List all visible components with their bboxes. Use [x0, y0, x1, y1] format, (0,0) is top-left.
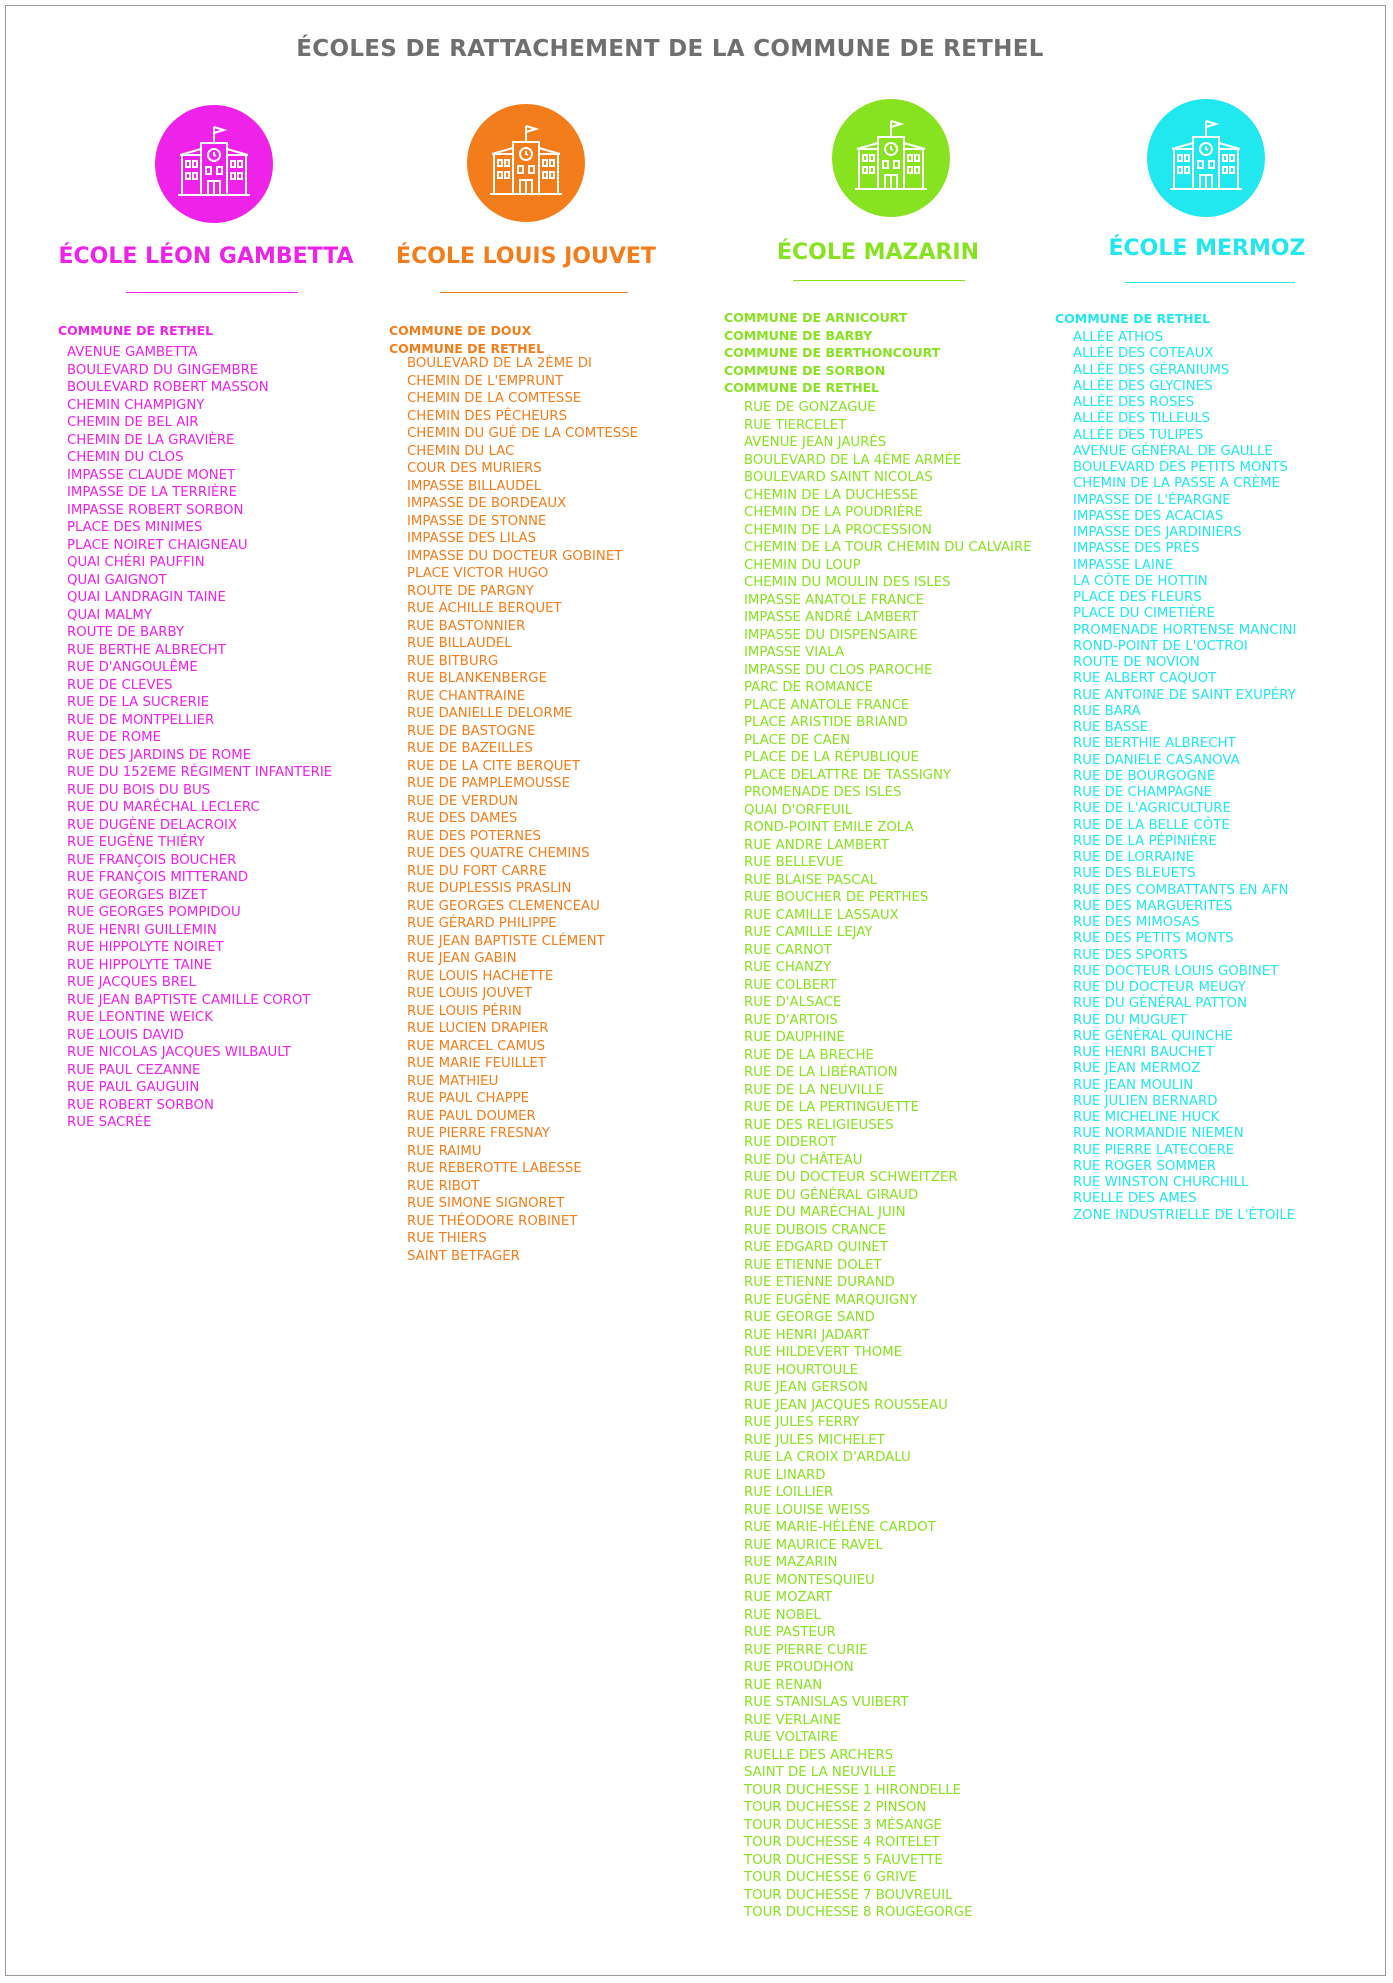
street-item: PLACE DE CAEN: [744, 732, 851, 748]
street-item: CHEMIN DE LA PASSE A CRÈME: [1073, 476, 1281, 492]
street-item: CHEMIN DE LA TOUR CHEMIN DU CALVAIRE: [744, 540, 1032, 555]
street-item: RUE JULIEN BERNARD: [1073, 1093, 1218, 1109]
street-item: AVENUE GÉNÉRAL DE GAULLE: [1073, 443, 1273, 459]
street-item: RUE GEORGE SAND: [744, 1310, 875, 1325]
street-item: RUE DANIELE CASANOVA: [1073, 752, 1240, 768]
street-item: RUE GEORGES CLEMENCEAU: [407, 898, 600, 914]
street-item: RUE REBEROTTE LABESSE: [407, 1161, 582, 1176]
street-item: RUE JULES FERRY: [744, 1415, 860, 1430]
street-item: RUE VERLAINE: [744, 1712, 842, 1728]
street-item: RUE ACHILLE BERQUET: [407, 601, 562, 616]
street-item: RUE TIERCELET: [744, 417, 847, 433]
street-item: RUE DES POTERNES: [407, 828, 541, 844]
street-item: ROUTE DE BARBY: [67, 625, 185, 640]
street-item: RUE GEORGES BIZET: [67, 887, 208, 903]
street-item: RUE JEAN MOULIN: [1073, 1077, 1194, 1093]
title-underline: [440, 292, 628, 293]
street-item: RUE ETIENNE DOLET: [744, 1257, 882, 1273]
school-building-icon: [174, 123, 254, 203]
street-item: RUE LUCIEN DRAPIER: [407, 1021, 549, 1036]
street-item: RUE DU MUGUET: [1073, 1012, 1187, 1028]
street-item: RUE DE CHAMPAGNE: [1073, 785, 1213, 800]
street-item: RUE CARNOT: [744, 942, 832, 958]
street-item: RUE DE GONZAGUE: [744, 400, 876, 415]
street-list: [1073, 330, 1296, 1224]
street-item: PLACE NOIRET CHAIGNEAU: [67, 537, 248, 553]
street-item: RUE HENRI JADART: [744, 1327, 870, 1343]
street-item: RUE PAUL GAUGUIN: [67, 1080, 200, 1095]
school-building-icon: [486, 122, 566, 202]
street-item: RUE PAUL CEZANNE: [67, 1062, 201, 1078]
street-item: IMPASSE DE BORDEAUX: [407, 496, 567, 511]
street-item: ROUTE DE PARGNY: [407, 583, 534, 599]
street-item: ALLÉE DES GLYCINES: [1073, 378, 1213, 394]
street-item: RUE DE BOURGOGNE: [1073, 768, 1216, 784]
street-item: IMPASSE DES PRÈS: [1073, 541, 1200, 557]
street-item: QUAI D'ORFEUIL: [744, 802, 853, 818]
street-item: RUE BILLAUDEL: [407, 636, 512, 651]
street-item: RUE PASTEUR: [744, 1625, 836, 1640]
street-item: RUE ANTOINE DE SAINT EXUPÉRY: [1073, 687, 1296, 703]
street-item: ALLÉE DES TILLEULS: [1073, 411, 1211, 427]
street-item: RUE DES RELIGIEUSES: [744, 1117, 894, 1133]
street-item: RUE DU DOCTEUR SCHWEITZER: [744, 1170, 958, 1185]
street-item: RUE JEAN GERSON: [744, 1380, 868, 1395]
street-item: IMPASSE DE L'ÉPARGNE: [1073, 492, 1231, 508]
street-item: RUE JEAN BAPTISTE CAMILLE COROT: [67, 992, 311, 1008]
street-item: RUE DUPLESSIS PRASLIN: [407, 881, 572, 896]
street-item: RUE DU 152EME RÉGIMENT INFANTERIE: [67, 765, 333, 780]
street-item: RUE PROUDHON: [744, 1660, 854, 1675]
street-item: RUE DE LA NEUVILLE: [744, 1082, 884, 1098]
street-item: RUE HENRI BAUCHET: [1073, 1045, 1215, 1060]
street-item: ALLÉE DES GÉRANIUMS: [1073, 362, 1230, 378]
street-item: RUE LEONTINE WEICK: [67, 1010, 213, 1025]
street-item: RUE DES MARGUERITES: [1073, 898, 1233, 914]
street-item: RUE DE LA BRECHE: [744, 1047, 874, 1063]
street-item: RUE DE LA BELLE CÔTE: [1073, 817, 1230, 833]
street-item: CHEMIN DE L'EMPRUNT: [407, 373, 564, 389]
street-item: RUE DU GÉNÉRAL GIRAUD: [744, 1187, 919, 1203]
street-item: BOULEVARD DES PETITS MONTS: [1073, 460, 1288, 475]
street-item: CHEMIN DU LOUP: [744, 557, 861, 573]
street-item: RUE JEAN JACQUES ROUSSEAU: [744, 1397, 948, 1413]
street-item: TOUR DUCHESSE 4 ROITELET: [744, 1835, 940, 1850]
street-item: RUE LA CROIX D'ARDALU: [744, 1450, 911, 1465]
street-item: IMPASSE LAINE: [1073, 557, 1174, 573]
street-item: RUE BELLEVUE: [744, 855, 844, 870]
street-item: PARC DE ROMANCE: [744, 680, 874, 695]
street-item: RUE DANIELLE DELORME: [407, 706, 573, 721]
title-underline: [126, 292, 298, 293]
street-item: RUE DE LA SUCRERIE: [67, 695, 210, 710]
street-item: IMPASSE VIALA: [744, 645, 845, 660]
street-item: RUE HOURTOULE: [744, 1362, 859, 1378]
school-building-icon: [851, 117, 931, 197]
commune-list: [58, 322, 213, 340]
commune-list: [1055, 310, 1210, 328]
street-item: RUE ANDRE LAMBERT: [744, 837, 889, 853]
street-item: ROND-POINT EMILE ZOLA: [744, 820, 914, 835]
street-item: RUE DES QUATRE CHEMINS: [407, 846, 590, 861]
street-list: [744, 399, 1032, 1922]
title-underline: [793, 280, 965, 281]
street-item: RUE NICOLAS JACQUES WILBAULT: [67, 1045, 291, 1060]
street-item: COUR DES MURIERS: [407, 461, 542, 476]
street-item: CHEMIN DE LA DUCHESSE: [744, 487, 919, 503]
street-item: TOUR DUCHESSE 1 HIRONDELLE: [744, 1782, 962, 1798]
street-item: RUE DUBOIS CRANCE: [744, 1222, 887, 1238]
street-item: RUE VOLTAIRE: [744, 1730, 839, 1745]
street-item: RUE BERTHIE ALBRECHT: [1073, 736, 1236, 752]
street-item: RUE DU FORT CARRE: [407, 863, 547, 879]
street-item: RUE GÉRARD PHILIPPE: [407, 916, 557, 931]
street-item: RUE STANISLAS VUIBERT: [744, 1695, 909, 1710]
street-item: TOUR DUCHESSE 2 PINSON: [744, 1800, 927, 1815]
street-item: RUE DU CHÂTEAU: [744, 1152, 863, 1168]
street-item: RUE BASTONNIER: [407, 618, 526, 634]
street-item: IMPASSE ROBERT SORBON: [67, 502, 244, 518]
street-item: RUE DES SPORTS: [1073, 947, 1188, 963]
street-item: RUE DE LA CITE BERQUET: [407, 758, 580, 774]
school-icon-circle: [155, 105, 273, 223]
street-item: RUE DUGÈNE DELACROIX: [67, 817, 238, 833]
street-item: RUE FRANÇOIS BOUCHER: [67, 852, 237, 868]
street-item: RUE MONTESQUIEU: [744, 1572, 875, 1588]
street-item: TOUR DUCHESSE 7 BOUVREUIL: [744, 1887, 953, 1903]
street-item: QUAI MALMY: [67, 607, 153, 623]
street-item: SAINT DE LA NEUVILLE: [744, 1765, 897, 1780]
street-item: PLACE DES FLEURS: [1073, 590, 1202, 605]
street-item: RUE RAIMU: [407, 1143, 482, 1159]
commune-list: [389, 322, 544, 357]
street-item: ZONE INDUSTRIELLE DE L'ÉTOILE: [1073, 1207, 1296, 1223]
street-list: [67, 344, 332, 1132]
street-item: LA CÔTE DE HOTTIN: [1073, 573, 1208, 589]
street-item: RUE LOUIS PÉRIN: [407, 1003, 522, 1019]
street-item: CHEMIN DU LAC: [407, 443, 515, 459]
school-icon-circle: [1147, 99, 1265, 217]
street-item: RUE DE BASTOGNE: [407, 723, 536, 739]
street-item: RUE DES PETITS MONTS: [1073, 931, 1234, 947]
street-item: RUE LOUIS HACHETTE: [407, 968, 554, 984]
street-list: [407, 355, 638, 1265]
street-item: IMPASSE DU DISPENSAIRE: [744, 627, 918, 643]
street-item: RUE PIERRE CURIE: [744, 1642, 868, 1658]
street-item: RUE JEAN GABIN: [407, 951, 517, 966]
street-item: IMPASSE ANDRÉ LAMBERT: [744, 610, 919, 625]
street-item: ROUTE DE NOVION: [1073, 655, 1200, 670]
street-item: PLACE DE LA RÉPUBLIQUE: [744, 750, 919, 765]
street-item: RUE DE LORRAINE: [1073, 850, 1195, 865]
street-item: RUE ETIENNE DURAND: [744, 1275, 895, 1290]
street-item: RUE BARA: [1073, 703, 1141, 719]
street-item: RUE SIMONE SIGNORET: [407, 1196, 565, 1211]
street-item: PROMENADE HORTENSE MANCINI: [1073, 622, 1297, 638]
street-item: ALLÉE DES TULIPES: [1073, 427, 1204, 443]
street-item: CHEMIN DE LA PROCESSION: [744, 522, 932, 538]
street-item: RUE LOILLIER: [744, 1485, 834, 1500]
street-item: RUE DE LA PERTINGUETTE: [744, 1100, 920, 1115]
street-item: RUE D'ARTOIS: [744, 1012, 838, 1028]
street-item: CHEMIN DE BEL AIR: [67, 415, 199, 430]
street-item: RUE MARIE-HÉLÈNE CARDOT: [744, 1520, 936, 1535]
school-name: ÉCOLE LÉON GAMBETTA: [58, 244, 354, 269]
street-item: ALLÉE DES ROSES: [1073, 395, 1195, 410]
street-item: RUE LOUISE WEISS: [744, 1502, 871, 1518]
street-item: RUE ROGER SOMMER: [1073, 1158, 1216, 1174]
street-item: IMPASSE DE LA TERRIÈRE: [67, 485, 238, 500]
commune-item: COMMUNE DE DOUX: [389, 323, 532, 338]
street-item: RUE DU BOIS DU BUS: [67, 782, 211, 798]
street-item: RUE JEAN BAPTISTE CLÉMENT: [407, 933, 605, 949]
street-item: RUE DE LA PÉPINIÈRE: [1073, 833, 1217, 849]
street-item: CHEMIN DU MOULIN DES ISLES: [744, 575, 951, 590]
street-item: PLACE ARISTIDE BRIAND: [744, 715, 908, 730]
street-item: BOULEVARD DE LA 4ÈME ARMÉE: [744, 452, 962, 468]
street-item: RUE THÉODORE ROBINET: [407, 1213, 578, 1229]
street-item: TOUR DUCHESSE 8 ROUGEGORGE: [744, 1905, 973, 1920]
street-item: RUE DES COMBATTANTS EN AFN: [1073, 882, 1289, 898]
street-item: RUE GEORGES POMPIDOU: [67, 905, 241, 920]
street-item: IMPASSE BILLAUDEL: [407, 478, 542, 494]
street-item: RUE MARIE FEUILLET: [407, 1056, 547, 1071]
street-item: RUE CHANZY: [744, 960, 832, 975]
street-item: RUE PIERRE FRESNAY: [407, 1126, 550, 1141]
commune-item: COMMUNE DE SORBON: [724, 362, 886, 378]
street-item: RUE ALBERT CAQUOT: [1073, 671, 1217, 687]
street-item: RUE BLANKENBERGE: [407, 671, 548, 686]
street-item: IMPASSE DES JARDINIERS: [1073, 525, 1242, 540]
street-item: BOULEVARD DU GINGEMBRE: [67, 362, 259, 378]
street-item: RUE PAUL CHAPPE: [407, 1091, 530, 1106]
street-item: RUE NORMANDIE NIEMEN: [1073, 1126, 1244, 1142]
commune-item: COMMUNE DE RETHEL: [1055, 311, 1211, 326]
street-item: PLACE ANATOLE FRANCE: [744, 697, 910, 713]
street-item: CHEMIN DE LA COMTESSE: [407, 391, 582, 406]
street-item: QUAI LANDRAGIN TAINE: [67, 590, 226, 605]
street-item: RUE MOZART: [744, 1590, 833, 1605]
street-item: RUE DAUPHINE: [744, 1030, 845, 1045]
street-item: RUE ROBERT SORBON: [67, 1097, 214, 1113]
street-item: RUELLE DES AMES: [1073, 1191, 1197, 1207]
street-item: RUE DOCTEUR LOUIS GOBINET: [1073, 963, 1279, 979]
street-item: RUE DE L'AGRICULTURE: [1073, 801, 1231, 817]
school-name: ÉCOLE MAZARIN: [776, 240, 980, 265]
street-item: ROND-POINT DE L'OCTROI: [1073, 638, 1248, 654]
street-item: RUE LINARD: [744, 1467, 826, 1483]
street-item: RUE JULES MICHELET: [744, 1432, 885, 1448]
commune-list: [724, 309, 940, 397]
street-item: RUE BITBURG: [407, 653, 499, 669]
street-item: CHEMIN DU CLOS: [67, 450, 184, 465]
street-item: RUE DU MARÉCHAL JUIN: [744, 1205, 906, 1220]
street-item: RUE RIBOT: [407, 1178, 480, 1194]
street-item: RUE BERTHE ALBRECHT: [67, 642, 226, 658]
street-item: RUE COLBERT: [744, 977, 837, 993]
street-item: RUE RENAN: [744, 1677, 823, 1693]
street-item: ALLÉE DES COTEAUX: [1073, 346, 1214, 362]
street-item: RUE LOUIS DAVID: [67, 1027, 184, 1043]
street-item: RUE JEAN MERMOZ: [1073, 1061, 1201, 1077]
street-item: CHEMIN DE LA POUDRIÈRE: [744, 505, 923, 520]
street-item: ALLÉE ATHOS: [1073, 330, 1164, 345]
street-item: RUE EUGÈNE MARQUIGNY: [744, 1292, 918, 1308]
school-icon-circle: [832, 99, 950, 217]
street-item: RUE DES DAMES: [407, 811, 518, 826]
street-item: RUE BLAISE PASCAL: [744, 872, 878, 888]
street-item: IMPASSE DE STONNE: [407, 513, 547, 529]
street-item: RUELLE DES ARCHERS: [744, 1747, 894, 1763]
street-item: RUE GÉNÉRAL QUINCHE: [1073, 1028, 1233, 1044]
street-item: PROMENADE DES ISLES: [744, 785, 902, 800]
street-item: RUE DIDEROT: [744, 1135, 837, 1150]
title-underline: [1125, 282, 1295, 283]
street-item: IMPASSE DU DOCTEUR GOBINET: [407, 548, 623, 564]
street-item: RUE DES BLEUETS: [1073, 866, 1196, 882]
street-item: IMPASSE ANATOLE FRANCE: [744, 592, 924, 608]
street-item: RUE MICHELINE HUCK: [1073, 1110, 1220, 1125]
street-item: RUE PAUL DOUMER: [407, 1108, 536, 1124]
school-name: ÉCOLE MERMOZ: [1108, 236, 1306, 261]
street-item: PLACE DU CIMETIÈRE: [1073, 606, 1215, 622]
street-item: RUE PIERRE LATECOERE: [1073, 1142, 1235, 1158]
street-item: RUE DU GÉNÉRAL PATTON: [1073, 996, 1247, 1012]
street-item: BOULEVARD SAINT NICOLAS: [744, 470, 933, 485]
street-item: RUE D'ANGOULÊME: [67, 660, 198, 675]
street-item: RUE DU MARÉCHAL LECLERC: [67, 800, 260, 815]
street-item: CHEMIN DU GUÉ DE LA COMTESSE: [407, 426, 639, 441]
street-item: RUE MAZARIN: [744, 1555, 838, 1570]
street-item: RUE WINSTON CHURCHILL: [1073, 1175, 1249, 1190]
street-item: PLACE DES MINIMES: [67, 520, 203, 535]
street-item: RUE DES MIMOSAS: [1073, 915, 1200, 930]
street-item: RUE MAURICE RAVEL: [744, 1537, 883, 1553]
street-item: BOULEVARD ROBERT MASSON: [67, 380, 269, 395]
street-item: AVENUE GAMBETTA: [67, 345, 198, 360]
street-item: CHEMIN DES PÊCHEURS: [407, 408, 568, 424]
commune-item: COMMUNE DE BARBY: [724, 327, 873, 343]
street-item: RUE DE VERDUN: [407, 793, 519, 809]
street-item: RUE THIERS: [407, 1231, 487, 1246]
street-item: QUAI GAIGNOT: [67, 572, 167, 588]
street-item: RUE HIPPOLYTE TAINE: [67, 957, 212, 973]
commune-item: COMMUNE DE RETHEL: [389, 340, 545, 356]
street-item: RUE MARCEL CAMUS: [407, 1038, 546, 1054]
street-item: RUE D'ALSACE: [744, 995, 842, 1010]
street-item: RUE NOBEL: [744, 1607, 821, 1623]
commune-item: COMMUNE DE RETHEL: [58, 323, 214, 338]
street-item: RUE JACQUES BREL: [67, 975, 196, 990]
street-item: PLACE VICTOR HUGO: [407, 566, 549, 581]
street-item: RUE HILDEVERT THOME: [744, 1345, 903, 1360]
street-item: RUE DE MONTPELLIER: [67, 712, 215, 728]
street-item: RUE DE PAMPLEMOUSSE: [407, 776, 570, 791]
street-item: RUE CAMILLE LASSAUX: [744, 907, 899, 923]
street-item: TOUR DUCHESSE 6 GRIVE: [744, 1870, 917, 1885]
street-item: RUE CHANTRAINE: [407, 688, 526, 704]
street-item: RUE HIPPOLYTE NOIRET: [67, 940, 224, 955]
street-item: CHEMIN DE LA GRAVIÈRE: [67, 432, 235, 448]
street-item: RUE DU DOCTEUR MEUGY: [1073, 980, 1246, 995]
street-item: IMPASSE DU CLOS PAROCHE: [744, 662, 933, 678]
street-item: TOUR DUCHESSE 3 MÉSANGE: [744, 1817, 942, 1833]
street-item: PLACE DELATTRE DE TASSIGNY: [744, 767, 952, 783]
street-item: RUE DES JARDINS DE ROME: [67, 747, 252, 763]
street-item: AVENUE JEAN JAURÉS: [744, 435, 887, 450]
street-item: SAINT BETFAGER: [407, 1248, 520, 1264]
street-item: BOULEVARD DE LA 2ÈME DI: [407, 356, 592, 371]
street-item: RUE DE LA LIBÉRATION: [744, 1065, 898, 1080]
commune-item: COMMUNE DE ARNICOURT: [724, 310, 908, 325]
street-item: RUE DE BAZEILLES: [407, 741, 533, 756]
street-item: RUE DE CLEVES: [67, 677, 173, 693]
street-item: RUE BOUCHER DE PERTHES: [744, 890, 929, 905]
commune-item: COMMUNE DE BERTHONCOURT: [724, 345, 941, 360]
school-building-icon: [1166, 117, 1246, 197]
street-item: RUE SACRÉE: [67, 1115, 152, 1130]
street-item: RUE EUGÈNE THIÉRY: [67, 835, 205, 850]
street-item: RUE LOUIS JOUVET: [407, 986, 533, 1001]
page-title: ÉCOLES DE RATTACHEMENT DE LA COMMUNE DE RETHEL: [296, 36, 1044, 62]
street-item: QUAI CHÉRI PAUFFIN: [67, 555, 205, 570]
street-item: RUE CAMILLE LEJAY: [744, 925, 873, 940]
street-item: RUE MATHIEU: [407, 1073, 499, 1089]
street-item: IMPASSE DES ACACIAS: [1073, 508, 1224, 524]
school-icon-circle: [467, 104, 585, 222]
commune-item: COMMUNE DE RETHEL: [724, 380, 880, 395]
street-item: IMPASSE CLAUDE MONET: [67, 467, 236, 483]
street-item: RUE DE ROME: [67, 730, 162, 745]
street-item: IMPASSE DES LILAS: [407, 531, 537, 546]
street-item: TOUR DUCHESSE 5 FAUVETTE: [744, 1852, 943, 1868]
street-item: RUE FRANÇOIS MITTERAND: [67, 870, 249, 885]
street-item: RUE EDGARD QUINET: [744, 1240, 888, 1255]
street-item: RUE HENRI GUILLEMIN: [67, 922, 217, 938]
street-item: CHEMIN CHAMPIGNY: [67, 397, 205, 413]
street-item: RUE BASSE: [1073, 720, 1149, 735]
school-name: ÉCOLE LOUIS JOUVET: [396, 244, 656, 269]
